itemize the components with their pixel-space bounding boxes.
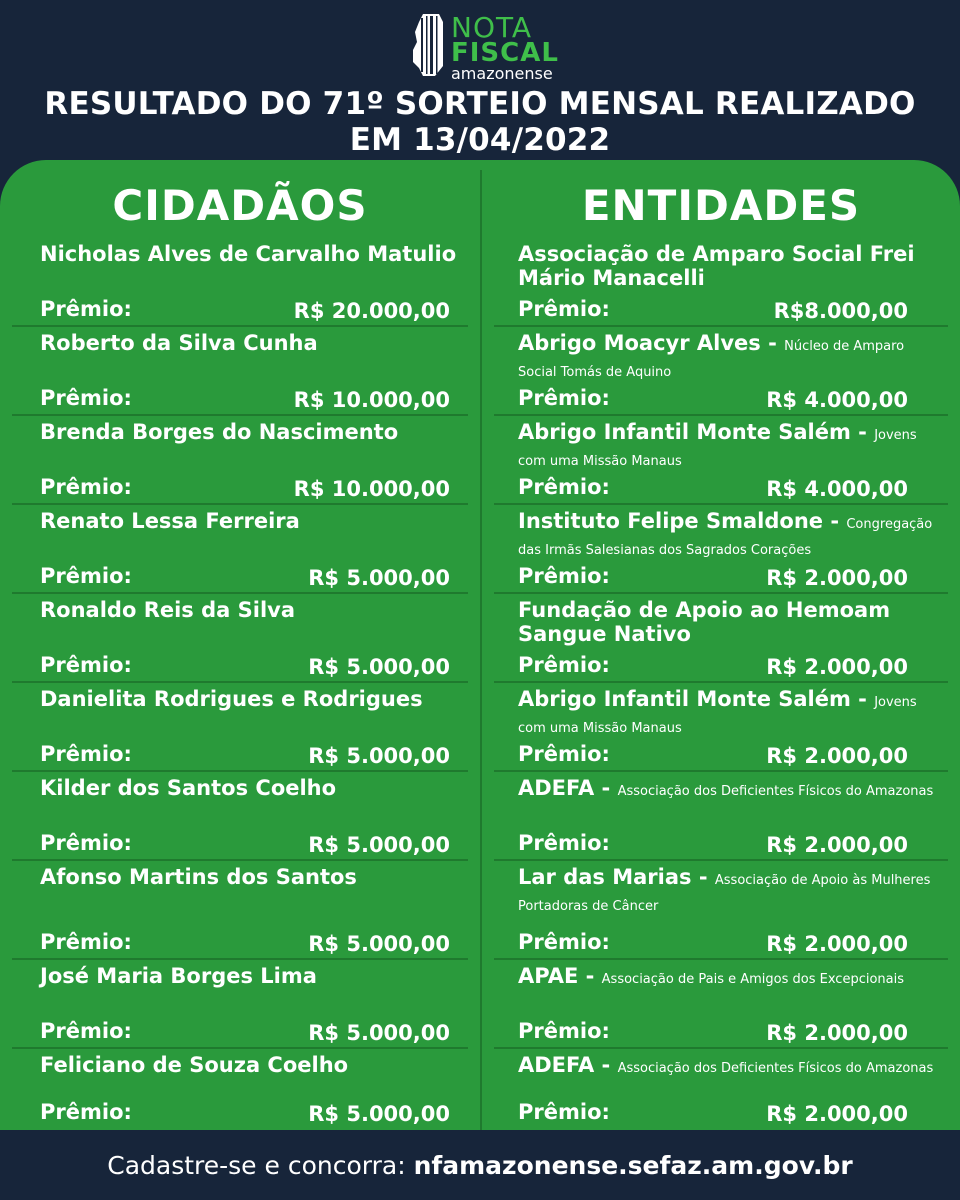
entity-description: Jovens com uma Missão Manaus xyxy=(518,695,917,736)
prize-amount: R$ 5.000,00 xyxy=(308,1021,450,1045)
citizen-name xyxy=(40,687,470,711)
entity-description: Associação de Apoio às Mulheres Portadoras de Câncer xyxy=(518,873,931,914)
entity-name xyxy=(518,1053,946,1079)
barcode-map-icon xyxy=(409,12,447,78)
citizen-name xyxy=(40,242,470,266)
entity-name xyxy=(518,242,946,290)
prize-label: Prêmio: xyxy=(518,831,610,855)
entity-name xyxy=(518,776,946,802)
footer-url[interactable]: nfamazonense.sefaz.am.gov.br xyxy=(413,1151,853,1180)
prize-amount: R$ 5.000,00 xyxy=(308,1102,450,1126)
footer-cta xyxy=(0,1150,960,1182)
citizen-row xyxy=(0,416,480,505)
winner-name: ADEFA - xyxy=(518,776,611,800)
entity-row xyxy=(482,1049,960,1130)
citizen-name xyxy=(40,865,470,889)
winner-name: Fundação de Apoio ao Hemoam Sangue Nativo xyxy=(518,598,891,646)
prize-amount: R$ 2.000,00 xyxy=(766,932,908,956)
winner-name: Abrigo Infantil Monte Salém - xyxy=(518,687,867,711)
entity-row xyxy=(482,327,960,416)
winner-name: ADEFA - xyxy=(518,1053,611,1077)
citizen-name xyxy=(40,598,470,622)
prize-label: Prêmio: xyxy=(40,653,132,677)
entity-name xyxy=(518,964,946,990)
entity-row xyxy=(482,861,960,960)
entity-description: Associação dos Deficientes Físicos do Amazonas xyxy=(617,784,934,799)
prize-label: Prêmio: xyxy=(518,386,610,410)
entity-row xyxy=(482,594,960,683)
citizen-name xyxy=(40,964,470,988)
citizen-name xyxy=(40,776,470,800)
entity-row xyxy=(482,683,960,772)
citizen-row xyxy=(0,960,480,1049)
entity-row xyxy=(482,505,960,594)
winner-name: Danielita Rodrigues e Rodrigues xyxy=(40,687,423,711)
winner-name: APAE - xyxy=(518,964,595,988)
entity-name xyxy=(518,687,946,739)
winner-name: Abrigo Moacyr Alves - xyxy=(518,331,777,355)
citizen-row xyxy=(0,1049,480,1130)
prize-amount: R$ 2.000,00 xyxy=(766,833,908,857)
entity-name xyxy=(518,331,946,383)
entities-column-title: ENTIDADES xyxy=(581,181,861,230)
prize-label: Prêmio: xyxy=(518,475,610,499)
citizen-row xyxy=(0,861,480,960)
prize-label: Prêmio: xyxy=(40,831,132,855)
prize-amount: R$8.000,00 xyxy=(773,299,908,323)
winner-name: Abrigo Infantil Monte Salém - xyxy=(518,420,867,444)
winner-name: Renato Lessa Ferreira xyxy=(40,509,300,533)
entity-description: Núcleo de Amparo Social Tomás de Aquino xyxy=(518,339,905,380)
entity-description: Congregação das Irmãs Salesianas dos Sagrados Corações xyxy=(518,517,933,558)
prize-amount: R$ 5.000,00 xyxy=(308,932,450,956)
prize-amount: R$ 5.000,00 xyxy=(308,833,450,857)
prize-amount: R$ 4.000,00 xyxy=(766,388,908,412)
prize-label: Prêmio: xyxy=(518,1019,610,1043)
entity-row xyxy=(482,772,960,861)
prize-amount: R$ 5.000,00 xyxy=(308,744,450,768)
winner-name: Instituto Felipe Smaldone - xyxy=(518,509,840,533)
winner-name: Feliciano de Souza Coelho xyxy=(40,1053,349,1077)
prize-label: Prêmio: xyxy=(518,930,610,954)
citizen-row xyxy=(0,683,480,772)
winner-name: Ronaldo Reis da Silva xyxy=(40,598,296,622)
prize-amount: R$ 2.000,00 xyxy=(766,566,908,590)
winner-name: Lar das Marias - xyxy=(518,865,708,889)
citizen-name xyxy=(40,331,470,355)
prize-label: Prêmio: xyxy=(518,653,610,677)
winner-name: Brenda Borges do Nascimento xyxy=(40,420,399,444)
prize-amount: R$ 2.000,00 xyxy=(766,744,908,768)
prize-label: Prêmio: xyxy=(40,1100,132,1124)
citizen-row xyxy=(0,505,480,594)
nota-fiscal-logo xyxy=(405,8,565,82)
entity-description: Associação de Pais e Amigos dos Excepcionais xyxy=(601,972,904,987)
entity-row xyxy=(482,238,960,327)
entity-name xyxy=(518,509,946,561)
page-title-line-2: EM 13/04/2022 xyxy=(349,122,611,158)
prize-label: Prêmio: xyxy=(40,930,132,954)
prize-label: Prêmio: xyxy=(518,564,610,588)
citizen-row xyxy=(0,594,480,683)
entity-description: Jovens com uma Missão Manaus xyxy=(518,428,917,469)
citizen-name xyxy=(40,509,470,533)
page-title xyxy=(0,86,960,158)
entity-name xyxy=(518,420,946,472)
winner-name: Associação de Amparo Social Frei Mário Manacelli xyxy=(518,242,915,290)
prize-label: Prêmio: xyxy=(40,1019,132,1043)
prize-label: Prêmio: xyxy=(518,297,610,321)
prize-amount: R$ 2.000,00 xyxy=(766,655,908,679)
logo-word-nota: NOTA xyxy=(451,11,533,44)
entity-row xyxy=(482,960,960,1049)
citizen-row xyxy=(0,772,480,861)
citizen-name xyxy=(40,1053,470,1077)
prize-amount: R$ 4.000,00 xyxy=(766,477,908,501)
entity-name xyxy=(518,865,946,917)
prize-label: Prêmio: xyxy=(40,475,132,499)
winner-name: Roberto da Silva Cunha xyxy=(40,331,318,355)
prize-label: Prêmio: xyxy=(40,564,132,588)
prize-label: Prêmio: xyxy=(518,1100,610,1124)
citizens-column-title: CIDADÃOS xyxy=(112,181,368,230)
logo-word-amazonense: amazonense xyxy=(451,64,553,83)
prize-label: Prêmio: xyxy=(40,297,132,321)
winner-name: Kilder dos Santos Coelho xyxy=(40,776,337,800)
citizen-row xyxy=(0,238,480,327)
entity-name xyxy=(518,598,946,646)
citizen-row xyxy=(0,327,480,416)
prize-amount: R$ 10.000,00 xyxy=(293,477,450,501)
prize-label: Prêmio: xyxy=(518,742,610,766)
prize-amount: R$ 5.000,00 xyxy=(308,566,450,590)
footer-prefix: Cadastre-se e concorra: xyxy=(107,1151,406,1180)
prize-amount: R$ 20.000,00 xyxy=(293,299,450,323)
page-title-line-1: RESULTADO DO 71º SORTEIO MENSAL REALIZADO xyxy=(44,86,916,122)
winner-name: Nicholas Alves de Carvalho Matulio xyxy=(40,242,457,266)
prize-amount: R$ 2.000,00 xyxy=(766,1102,908,1126)
entity-row xyxy=(482,416,960,505)
winner-name: Afonso Martins dos Santos xyxy=(40,865,357,889)
winner-name: José Maria Borges Lima xyxy=(40,964,317,988)
prize-amount: R$ 2.000,00 xyxy=(766,1021,908,1045)
logo-word-fiscal: FISCAL xyxy=(451,38,559,68)
citizen-name xyxy=(40,420,470,444)
prize-amount: R$ 10.000,00 xyxy=(293,388,450,412)
entity-description: Associação dos Deficientes Físicos do Amazonas xyxy=(617,1061,934,1076)
prize-label: Prêmio: xyxy=(40,742,132,766)
prize-amount: R$ 5.000,00 xyxy=(308,655,450,679)
prize-label: Prêmio: xyxy=(40,386,132,410)
